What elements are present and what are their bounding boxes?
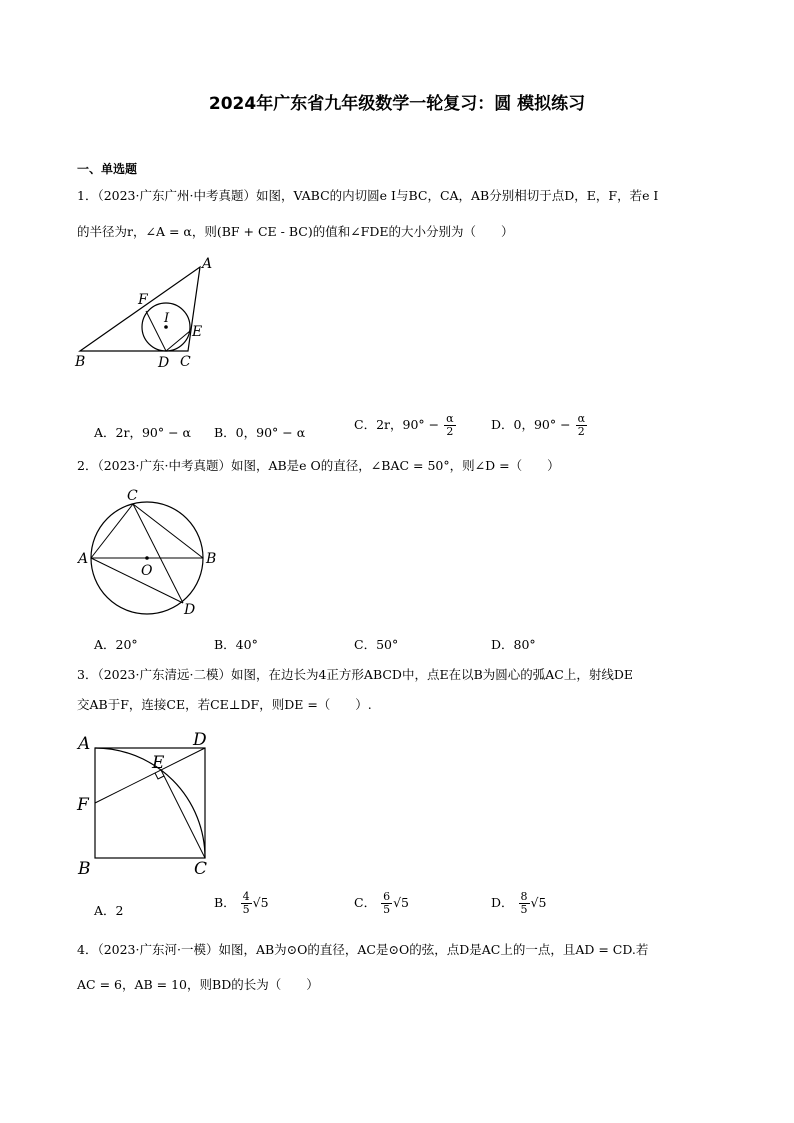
chord-ad (91, 558, 183, 603)
q3-option-c-label: C． (354, 895, 377, 910)
label-d: D (184, 602, 196, 618)
q2-option-a: A．20° (94, 637, 138, 652)
label-c: C (194, 859, 208, 878)
label-e: E (192, 324, 203, 340)
frac-numerator: α (446, 412, 454, 425)
label-f: F (138, 292, 148, 308)
label-b: B (78, 859, 91, 878)
ray-df (95, 748, 205, 803)
label-i: I (164, 311, 170, 326)
q1-option-c (354, 413, 457, 438)
question-2-figure (75, 485, 225, 620)
label-b: B (206, 551, 217, 567)
q1-option-c-fraction (444, 413, 455, 438)
q1-option-b: B．0，90° − α (214, 425, 306, 440)
q3-option-b-fraction (241, 891, 252, 916)
label-c: C (180, 354, 191, 370)
frac-denominator: 2 (577, 425, 585, 438)
q3-option-a: A．2 (94, 903, 124, 918)
segment-fd (146, 311, 166, 351)
q1-option-d-text: D．0，90° − (491, 417, 571, 432)
label-d: D (158, 355, 170, 371)
label-a: A (78, 551, 89, 567)
label-a: A (202, 256, 213, 272)
page-title: 2024年广东省九年级数学一轮复习：圆 模拟练习 (208, 94, 586, 114)
q2-option-b: B．40° (214, 637, 258, 652)
label-e: E (152, 753, 165, 773)
question-1-figure (70, 255, 220, 375)
q3-option-d (491, 891, 546, 916)
question-1-line-1: 1．（2023·广东广州·中考真题）如图，VABC的内切圆e I与BC，CA，AB分别相切于点D，E，F，若e I (77, 188, 659, 203)
frac-numerator: 6 (383, 890, 391, 903)
q1-option-d (491, 413, 588, 438)
question-3-figure (72, 728, 222, 878)
arc-ac (95, 748, 205, 858)
label-f: F (77, 795, 89, 815)
question-3-line-2: 交AB于F，连接CE，若CE⊥DF，则DE =（ ）. (77, 697, 372, 712)
q2-option-d: D．80° (491, 637, 536, 652)
q3-option-c (354, 891, 409, 916)
chord-cb (133, 504, 203, 558)
question-4-line-1: 4．（2023·广东河·一模）如图，AB为⊙O的直径，AC是⊙O的弦，点D是AC上的一点，且AD = CD.若 (77, 942, 649, 957)
question-2-line-1: 2．（2023·广东·中考真题）如图，AB是e O的直径，∠BAC = 50°，则∠D =（ ） (77, 458, 560, 473)
q3-option-b-root: √5 (252, 895, 269, 910)
q3-option-d-root: √5 (530, 895, 547, 910)
frac-denominator: 5 (383, 903, 391, 916)
q1-option-c-text: C．2r，90° − (354, 417, 440, 432)
frac-numerator: 8 (520, 890, 528, 903)
frac-denominator: 5 (242, 903, 250, 916)
label-d: D (193, 730, 207, 750)
q1-option-d-fraction (576, 413, 587, 438)
label-a: A (78, 734, 91, 754)
frac-denominator: 5 (520, 903, 528, 916)
q1-option-a: A．2r，90° − α (94, 425, 191, 440)
segment-ce (161, 770, 205, 858)
label-b: B (75, 354, 86, 370)
q3-option-c-fraction (381, 891, 392, 916)
label-o: O (141, 563, 153, 579)
q3-option-b-label: B． (214, 895, 236, 910)
q3-option-c-root: √5 (393, 895, 409, 910)
q3-option-b (214, 891, 269, 916)
label-c: C (127, 488, 138, 504)
question-3-line-1: 3．（2023·广东清远·二模）如图，在边长为4正方形ABCD中，点E在以B为圆心的弧AC上，射线DE (77, 667, 633, 682)
section-heading: 一、单选题 (77, 162, 138, 176)
square-abcd (95, 748, 205, 858)
frac-denominator: 2 (446, 425, 454, 438)
question-1-line-2: 的半径为r，∠A = α，则(BF + CE - BC)的值和∠FDE的大小分别为（ ） (77, 224, 514, 239)
q3-option-d-fraction (519, 891, 530, 916)
question-4-line-2: AC = 6，AB = 10，则BD的长为（ ） (77, 977, 319, 992)
q3-option-d-label: D． (491, 895, 514, 910)
center-o-point (145, 556, 149, 560)
chord-cd (133, 504, 183, 603)
frac-numerator: α (577, 412, 585, 425)
frac-numerator: 4 (242, 890, 250, 903)
q2-option-c: C．50° (354, 637, 399, 652)
